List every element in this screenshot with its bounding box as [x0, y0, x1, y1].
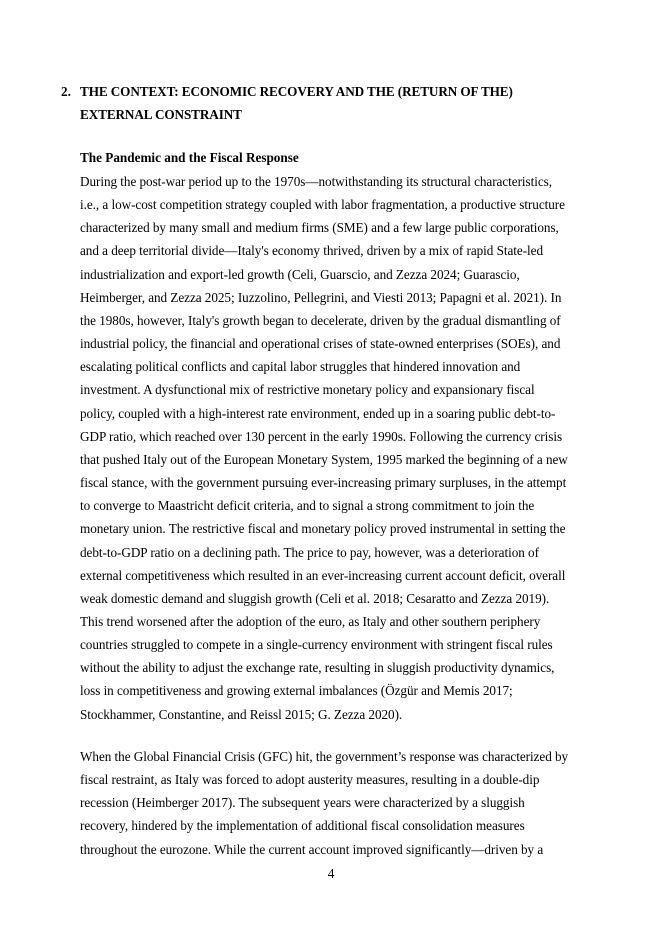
text-line: policy, coupled with a high-interest rate environment, ended up in a soaring public debt-to-: [80, 405, 556, 421]
section-number: 2.: [61, 84, 71, 99]
text-line: countries struggled to compete in a single-currency environment with stringent fiscal rules: [80, 637, 553, 653]
text-line: that pushed Italy out of the European Monetary System, 1995 marked the beginning of a new: [80, 451, 568, 467]
text-line: weak domestic demand and sluggish growth (Celi et al. 2018; Cesaratto and Zezza 2019).: [80, 590, 550, 606]
text-line: industrialization and export-led growth (Celi, Guarscio, and Zezza 2024; Guarascio,: [80, 266, 520, 282]
text-line: Heimberger, and Zezza 2025; Iuzzolino, Pellegrini, and Viesti 2013; Papagni et al. 2021). In: [80, 289, 562, 305]
paragraph-global-financial-crisis: [80, 745, 580, 861]
text-line: characterized by many small and medium firms (SME) and a few large public corporations,: [80, 220, 559, 236]
text-line: monetary union. The restrictive fiscal and monetary policy proved instrumental in setting the: [80, 521, 566, 537]
text-line: During the post-war period up to the 1970s—notwithstanding its structural characteristics,: [80, 174, 552, 189]
text-line: escalating political conflicts and capital labor struggles that hindered innovation and: [80, 359, 521, 375]
text-line: and a deep territorial divide—Italy's economy thrived, driven by a mix of rapid State-led: [80, 243, 544, 259]
text-line: GDP ratio, which reached over 130 percent in the early 1990s. Following the currency crisis: [80, 428, 563, 444]
subsection-title: The Pandemic and the Fiscal Response: [80, 150, 299, 165]
text-line: to converge to Maastricht deficit criteria, and to signal a strong commitment to join the: [80, 498, 535, 514]
text-line: When the Global Financial Crisis (GFC) hit, the government’s response was characterized by: [80, 749, 569, 764]
paragraph-post-war-history: [80, 170, 580, 726]
text-line: fiscal restraint, as Italy was forced to adopt austerity measures, resulting in a double-dip: [80, 772, 540, 788]
text-line: This trend worsened after the adoption of the euro, as Italy and other southern periphery: [80, 613, 541, 629]
text-line: industrial policy, the financial and operational crises of state-owned enterprises (SOEs), and: [80, 336, 561, 352]
text-line: i.e., a low-cost competition strategy coupled with labor fragmentation, a productive structure: [80, 197, 565, 213]
section-title-line: EXTERNAL CONSTRAINT: [80, 107, 242, 123]
section-heading: [61, 80, 561, 126]
text-line: loss in competitiveness and growing external imbalances (Özgür and Memis 2017;: [80, 683, 513, 699]
text-line: debt-to-GDP ratio on a declining path. The price to pay, however, was a deterioration of: [80, 544, 539, 560]
text-line: recovery, hindered by the implementation of additional fiscal consolidation measures: [80, 818, 525, 834]
text-line: external competitiveness which resulted in an ever-increasing current account deficit, overall: [80, 567, 566, 583]
text-line: throughout the eurozone. While the current account improved significantly—driven by a: [80, 841, 544, 857]
text-line: fiscal stance, with the government pursuing ever-increasing primary surpluses, in the attempt: [80, 475, 567, 491]
page-number: 4: [327, 866, 335, 881]
section-title-line: THE CONTEXT: ECONOMIC RECOVERY AND THE (RETURN OF THE): [80, 84, 513, 99]
text-line: recession (Heimberger 2017). The subsequent years were characterized by a sluggish: [80, 795, 525, 811]
text-line: investment. A dysfunctional mix of restrictive monetary policy and expansionary fiscal: [80, 382, 535, 398]
text-line: the 1980s, however, Italy's growth began to decelerate, driven by the gradual dismantling of: [80, 312, 561, 328]
text-line: without the ability to adjust the exchange rate, resulting in sluggish productivity dynamics,: [80, 660, 555, 676]
text-line: Stockhammer, Constantine, and Reissl 2015; G. Zezza 2020).: [80, 706, 403, 722]
